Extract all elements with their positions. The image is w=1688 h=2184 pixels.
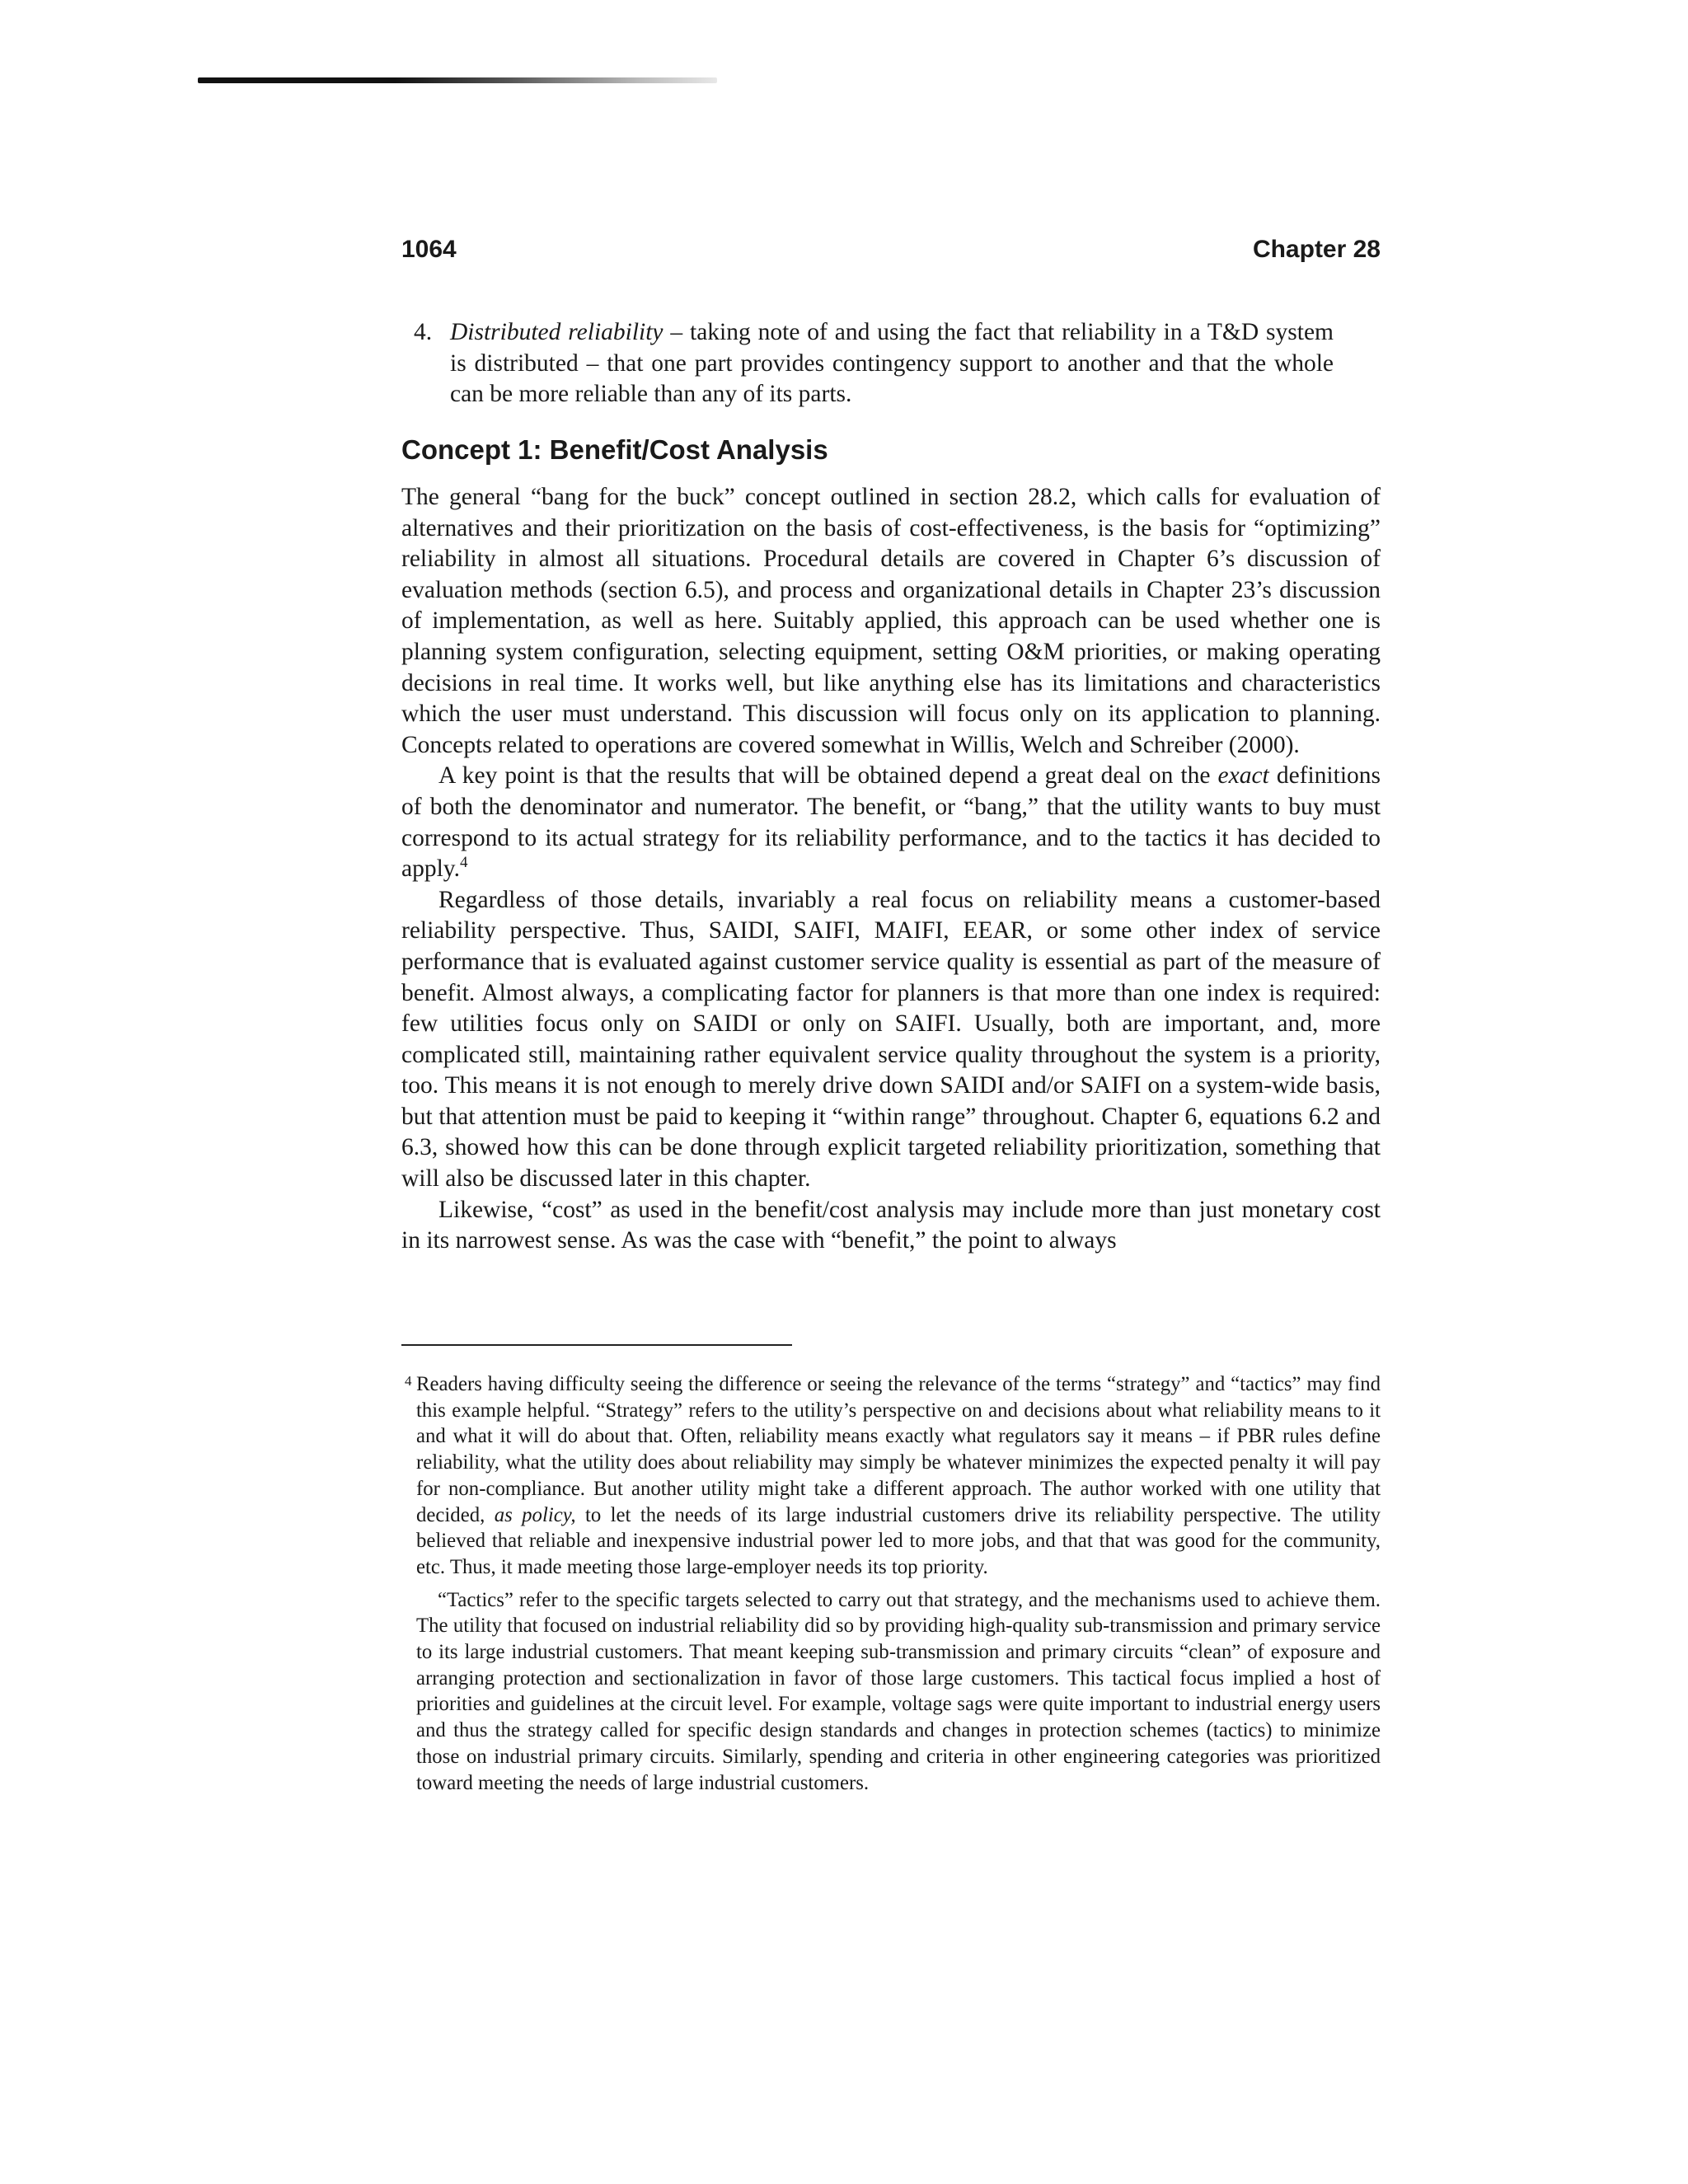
paragraph: Regardless of those details, invariably a real focus on reliability means a customer-based reliability perspective. Thus, SAIDI, SAIFI, MAIFI, EEAR, or some other index of service performance that is evaluated against customer service quality is essential as part of the measure of benefit. Almost always, a complicating factor for planners is that more than one index is required: few utilities focus only on SAIDI or only on SAIFI. Usually, both are important, and, more complicated still, maintaining rather equivalent service quality throughout the system is a priority, too. This means it is not enough to merely drive down SAIDI and/or SAIFI on a system-wide basis, but that attention must be paid to keeping it “within range” throughout. Chapter 6, equations 6.2 and 6.3, showed how this can be done through explicit targeted reliability prioritization, something that will also be discussed later in this chapter. [401, 886, 1381, 1193]
list-item-term: Distributed reliability [450, 319, 663, 345]
section-heading: Concept 1: Benefit/Cost Analysis [401, 434, 828, 465]
list-item [414, 317, 1334, 410]
footnote-text: to let the needs of its large industrial customers drive its reliability perspective. The utility believed that reliable and inexpensive industrial power led to more jobs, and that that was good for the community, etc. Thus, it made meeting those large-employer needs its top priority. [416, 1503, 1381, 1578]
top-scan-rule [198, 77, 717, 83]
paragraph [401, 761, 1381, 884]
body-text [401, 482, 1381, 1257]
page-number: 1064 [401, 236, 457, 263]
paragraph: The general “bang for the buck” concept outlined in section 28.2, which calls for evaluation of alternatives and their prioritization on the basis of cost-effectiveness, is the basis for “optimizing” reliability in almost all situations. Procedural details are covered in Chapter 6’s discussion of evaluation methods (section 6.5), and process and organizational details in Chapter 23’s discussion of implementation, as well as here. Suitably applied, this approach can be used whether one is planning system configuration, selecting equipment, setting O&M priorities, or making operating decisions in real time. It works well, but like anything else has its limitations and characteristics which the user must understand. This discussion will focus only on its application to planning. Concepts related to operations are covered somewhat in Willis, Welch and Schreiber (2000). [401, 484, 1381, 758]
footnote-emphasis: as policy, [494, 1503, 576, 1526]
chapter-label: Chapter 28 [1252, 236, 1381, 263]
footnote [405, 1371, 1381, 1796]
footnote-reference: 4 [460, 854, 468, 872]
footnote-text: Readers having difficulty seeing the difference or seeing the relevance of the terms “strategy” and “tactics” may find this example helpful. “Strategy” refers to the utility’s perspective on and decisions about what reliability means to it and what it will do about that. Often, reliability means exactly what regulators say it means – if PBR rules define reliability, what the utility does about reliability may simply be whatever minimizes the expected penalty it will pay for non-compliance. But another utility might take a different approach. The author worked with one utility that decided, [416, 1373, 1381, 1526]
emphasis-text: exact [1217, 762, 1269, 790]
page-header [401, 236, 1381, 269]
footnote-paragraph [405, 1371, 1381, 1581]
paragraph: Likewise, “cost” as used in the benefit/cost analysis may include more than just monetary cost in its narrowest sense. As was the case with “benefit,” the point to always [401, 1196, 1381, 1254]
footnote-mark: 4 [405, 1373, 412, 1389]
list-item-number: 4. [414, 319, 433, 345]
footnote-paragraph: “Tactics” refer to the specific targets selected to carry out that strategy, and the mechanisms used to achieve them. The utility that focused on industrial reliability did so by providing high-quality sub-transmission and primary service to its large industrial customers. That meant keeping sub-transmission and primary circuits “clean” of exposure and arranging protection and sectionalization in favor of those large customers. This tactical focus implied a host of priorities and guidelines at the circuit level. For example, voltage sags were quite important to industrial energy users and thus the strategy called for specific design standards and changes in protection schemes (tactics) to minimize those on industrial primary circuits. Similarly, spending and criteria in other engineering categories was prioritized toward meeting the needs of large industrial customers. [416, 1588, 1381, 1794]
list-item-text: – taking note of and using the fact that reliability in a T&D system is distributed – that one part provides contingency support to another and that the whole can be more reliable than any of its parts. [450, 319, 1334, 407]
paragraph-text: definitions of both the denominator and numerator. The benefit, or “bang,” that the utility wants to buy must correspond to its actual strategy for its reliability performance, and to the tactics it has decided to apply. [401, 762, 1381, 883]
footnote-divider [401, 1344, 792, 1346]
paragraph-text: A key point is that the results that will be obtained depend a great deal on the [438, 762, 1218, 790]
